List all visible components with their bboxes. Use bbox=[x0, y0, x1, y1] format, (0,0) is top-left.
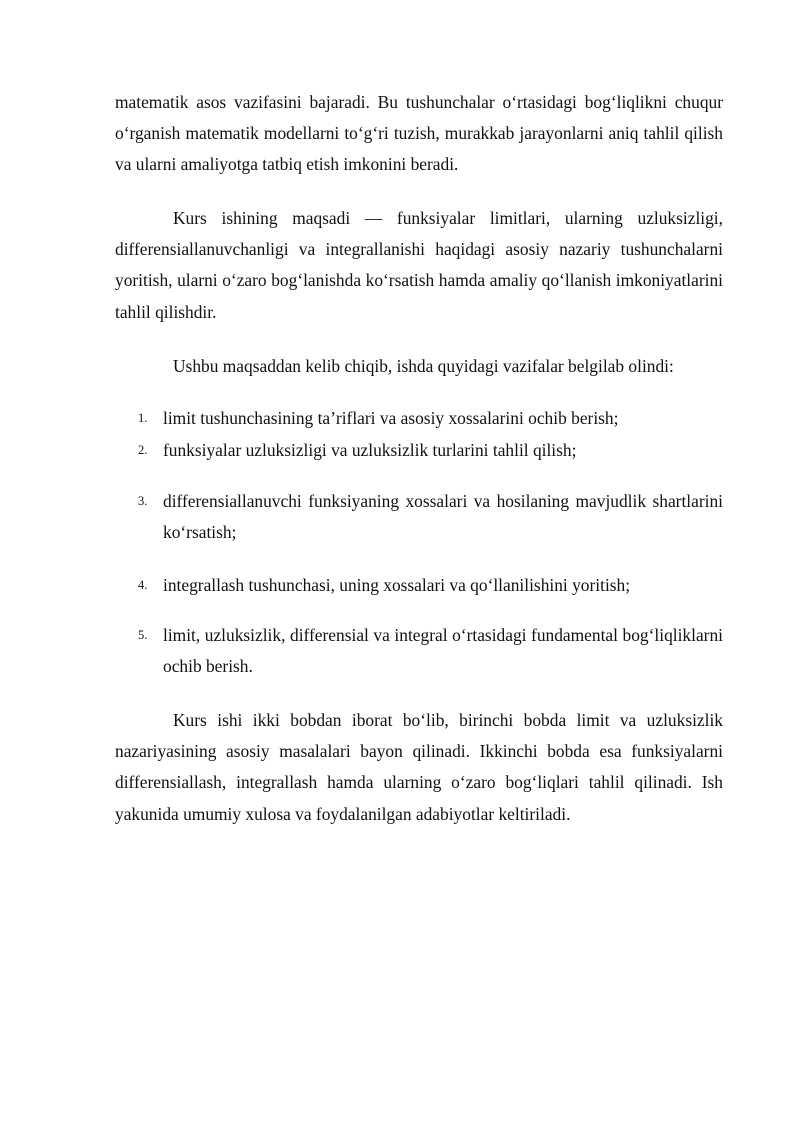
paragraph-tasks-intro: Ushbu maqsaddan kelib chiqib, ishda quyidagi vazifalar belgilab olindi: bbox=[173, 356, 674, 376]
list-item-text: integrallash tushunchasi, uning xossalari va qo‘llanilishini yoritish; bbox=[163, 575, 631, 595]
list-item-text: differensiallanuvchi funksiyaning xossalari va hosilaning mavjudlik shartlarini ko‘rsatish; bbox=[163, 491, 723, 543]
list-item-text: funksiyalar uzluksizligi va uzluksizlik turlarini tahlil qilish; bbox=[163, 440, 577, 460]
list-item-number: 2. bbox=[138, 443, 148, 457]
list-item-number: 3. bbox=[138, 494, 148, 508]
list-item-text: limit, uzluksizlik, differensial va integral o‘rtasidagi fundamental bog‘liqliklarni ochib berish. bbox=[163, 625, 723, 677]
list-item-text: limit tushunchasining ta’riflari va asosiy xossalarini ochib berish; bbox=[163, 408, 619, 428]
list-item-number: 5. bbox=[138, 628, 148, 642]
paragraph-intro-continuation: matematik asos vazifasini bajaradi. Bu tushunchalar o‘rtasidagi bog‘liqlikni chuqur o‘rganish matematik modellarni to‘g‘ri tuzish, murakkab jarayonlarni aniq tahlil qilish va ularni amaliyotga tatbiq etish imkonini beradi. bbox=[115, 92, 723, 175]
list-item-number: 4. bbox=[138, 578, 148, 592]
paragraph-course-goal: Kurs ishining maqsadi — funksiyalar limitlari, ularning uzluksizligi, differensiallanuvchanligi va integrallanishi haqidagi asosiy nazariy tushunchalarni yoritish, ularni o‘zaro bog‘lanishda ko‘rsatish hamda amaliy qo‘llanish imkoniyatlarini tahlil qilishdir. bbox=[115, 208, 723, 322]
paragraph-structure: Kurs ishi ikki bobdan iborat bo‘lib, birinchi bobda limit va uzluksizlik nazariyasining asosiy masalalari bayon qilinadi. Ikkinchi bobda esa funksiyalarni differensiallash, integrallash hamda ularning o‘zaro bog‘liqlari tahlil qilinadi. Ish yakunida umumiy xulosa va foydalanilgan adabiyotlar keltiriladi. bbox=[115, 710, 723, 824]
list-item-number: 1. bbox=[138, 411, 148, 425]
